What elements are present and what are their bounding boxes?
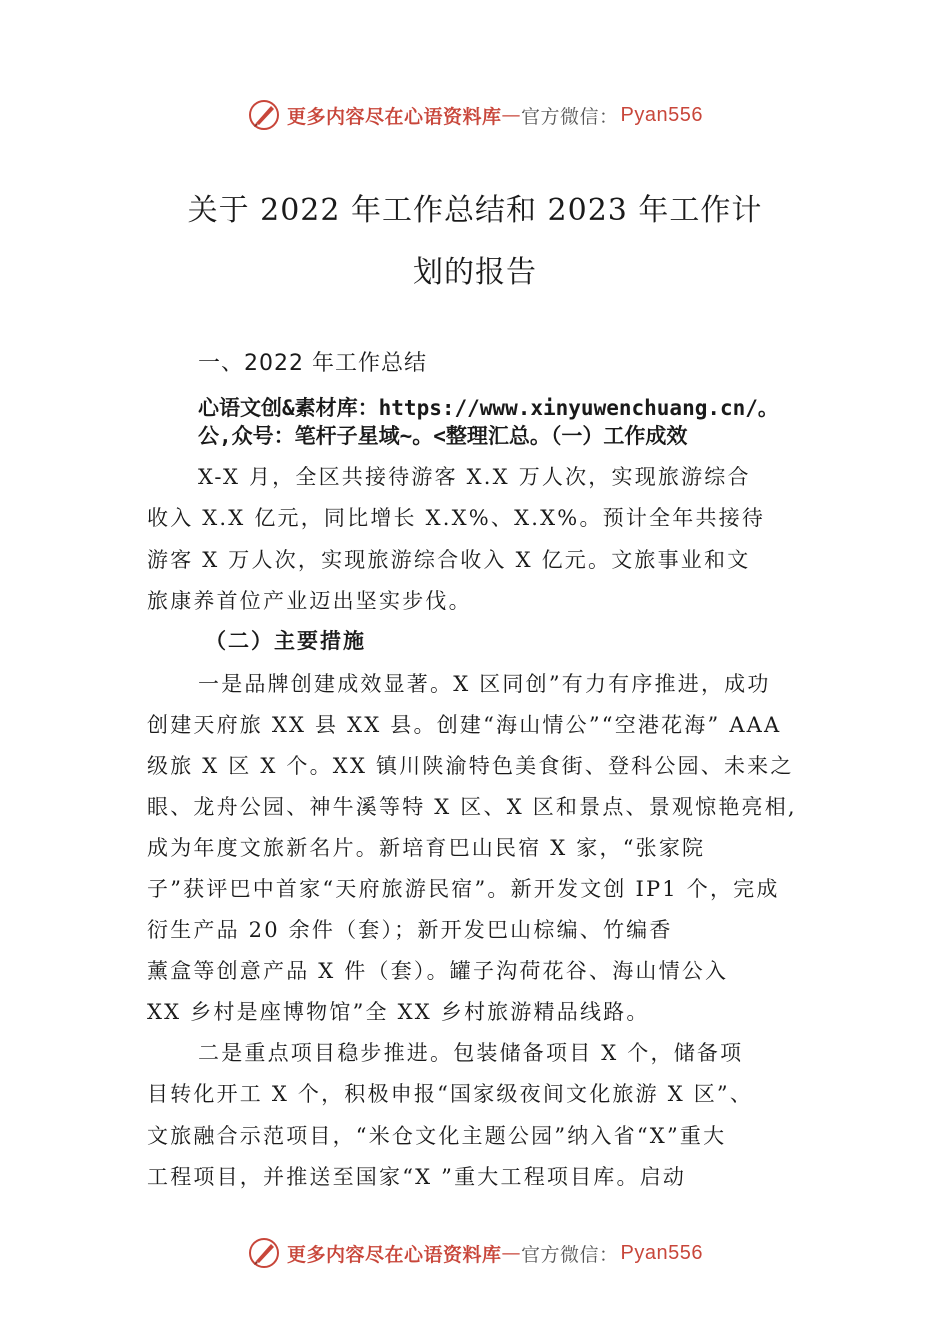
paragraph-line: 薰盒等创意产品 X 件（套）。罐子沟荷花谷、海山情公入 — [147, 959, 729, 983]
banner-colon: ： — [599, 1243, 619, 1266]
banner-colon: ： — [599, 105, 619, 128]
document-title-line-1: 关于 2022 年工作总结和 2023 年工作计 — [187, 193, 763, 228]
paragraph-line: 工程项目，并推送至国家“X ”重大工程项目库。启动 — [147, 1165, 687, 1189]
document-title-line-2: 划的报告 — [413, 255, 537, 290]
quill-logo-icon — [247, 1236, 281, 1270]
banner-wechat-label: 官方微信 — [521, 105, 600, 128]
paragraph-line: X-X 月，全区共接待游客 X.X 万人次，实现旅游综合 — [198, 465, 751, 489]
banner-site-text: 更多内容尽在心语资料库 — [286, 105, 502, 128]
subheading-main-measures: （二）主要措施 — [205, 629, 366, 653]
watermark-banner-top — [0, 95, 950, 135]
paragraph-line: 二是重点项目稳步推进。包装储备项目 X 个，储备项 — [198, 1041, 744, 1065]
paragraph-line: 子”获评巴中首家“天府旅游民宿”。新开发文创 IP1 个，完成 — [147, 877, 780, 901]
paragraph-line: 创建天府旅 XX 县 XX 县。创建“海山情公”“空港花海” AAA — [147, 713, 782, 737]
paragraph-line: 收入 X.X 亿元，同比增长 X.X%、X.X%。预计全年共接待 — [147, 506, 766, 530]
paragraph-line: 旅康养首位产业迈出坚实步伐。 — [147, 589, 472, 613]
paragraph-line: 级旅 X 区 X 个。XX 镇川陕渝特色美食街、登科公园、未来之 — [147, 754, 794, 778]
banner-dash: — — [501, 1242, 521, 1264]
section-heading-2022-summary: 一、2022 年工作总结 — [198, 351, 427, 376]
watermark-banner-bottom — [0, 1233, 950, 1273]
banner-wechat-id: Pyan556 — [620, 1241, 703, 1264]
paragraph-line: 眼、龙舟公园、神牛溪等特 X 区、X 区和景点、景观惊艳亮相, — [147, 795, 797, 819]
banner-dash: — — [501, 104, 521, 126]
paragraph-line: 文旅融合示范项目，“米仓文化主题公园”纳入省“X”重大 — [147, 1124, 727, 1148]
quill-logo-icon — [247, 98, 281, 132]
paragraph-line: 游客 X 万人次，实现旅游综合收入 X 亿元。文旅事业和文 — [147, 548, 751, 572]
banner-site-text: 更多内容尽在心语资料库 — [286, 1243, 502, 1266]
promo-line-1: 心语文创&素材库：https://www.xinyuwenchuang.cn/。 — [198, 396, 779, 420]
paragraph-line: 一是品牌创建成效显著。X 区同创”有力有序推进，成功 — [198, 672, 771, 696]
paragraph-line: 衍生产品 20 余件（套）；新开发巴山棕编、竹编香 — [147, 918, 673, 942]
banner-wechat-id: Pyan556 — [620, 103, 703, 126]
paragraph-line: 成为年度文旅新名片。新培育巴山民宿 X 家，“张家院 — [147, 836, 706, 860]
paragraph-line: 目转化开工 X 个，积极申报“国家级夜间文化旅游 X 区”、 — [147, 1082, 754, 1106]
paragraph-line: XX 乡村是座博物馆”全 XX 乡村旅游精品线路。 — [147, 1000, 650, 1024]
banner-wechat-label: 官方微信 — [521, 1243, 600, 1266]
promo-line-2: 公,众号：笔杆子星域~。<整理汇总。（一）工作成效 — [198, 424, 688, 448]
